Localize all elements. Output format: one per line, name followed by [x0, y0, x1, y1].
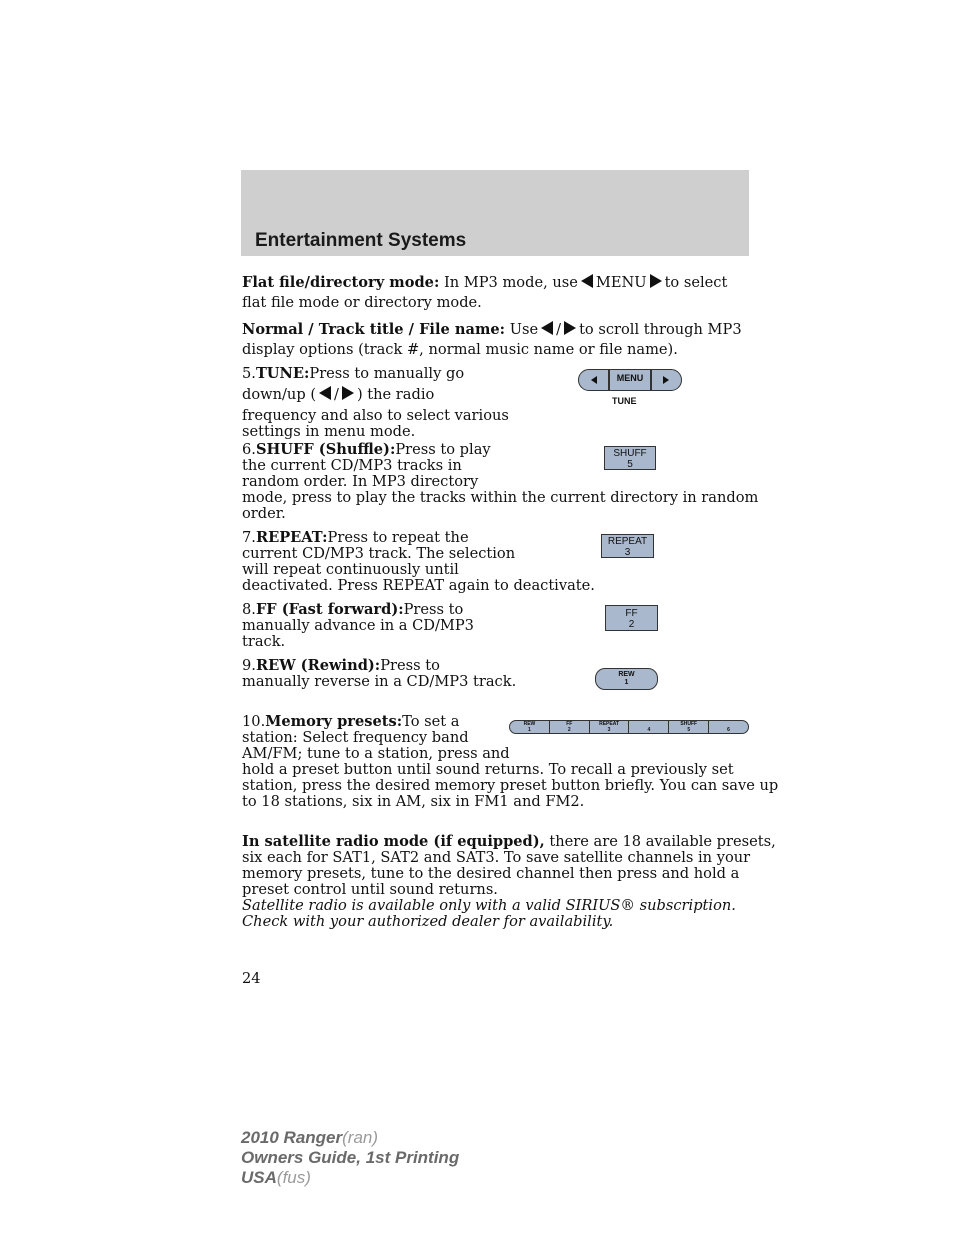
flat-file-paragraph	[242, 274, 727, 311]
satellite-line-4: preset control until sound returns.	[242, 881, 498, 898]
tune-up-icon	[663, 376, 669, 384]
satellite-line-3: memory presets, tune to the desired channel then press and hold a	[242, 865, 740, 882]
section-title: Entertainment Systems	[255, 230, 467, 251]
repeat-text: Press to repeat the	[327, 529, 469, 546]
right-arrow-icon	[650, 274, 662, 288]
normal-track-label: Normal / Track title / File name:	[242, 321, 506, 338]
satellite-note-1: Satellite radio is available only with a valid SIRIUS® subscription.	[242, 897, 736, 914]
satellite-paragraph	[242, 834, 776, 930]
normal-track-text: Use	[509, 321, 539, 338]
repeat-line-4: deactivated. Press REPEAT again to deactivate.	[242, 577, 595, 594]
repeat-line-3: will repeat continuously until	[242, 561, 459, 578]
section-header	[241, 170, 749, 256]
preset-button-5[interactable]	[668, 721, 708, 733]
repeat-button[interactable]	[601, 534, 654, 558]
footer-model: 2010 Ranger	[241, 1128, 343, 1147]
satellite-note-2: Check with your authorized dealer for availability.	[242, 913, 614, 930]
flat-file-label: Flat file/directory mode:	[242, 274, 440, 291]
tune-text: Press to manually go	[309, 365, 465, 382]
tune-line-3: frequency and also to select various	[242, 407, 509, 424]
preset-number: 1	[528, 726, 531, 733]
repeat-button-number: 3	[624, 547, 631, 558]
tune-line-2a: down/up (	[242, 386, 317, 403]
left-arrow-icon	[581, 274, 593, 288]
tune-button[interactable]	[578, 369, 682, 391]
footer-line-2	[241, 1148, 459, 1168]
normal-track-text-2: to scroll through MP3	[579, 321, 742, 338]
shuffle-line-4: mode, press to play the tracks within the current directory in random	[242, 489, 759, 506]
fast-forward-paragraph	[242, 602, 474, 650]
left-arrow-icon	[319, 386, 331, 400]
fast-forward-line-3: track.	[242, 633, 286, 650]
slash-text: /	[556, 321, 562, 338]
rewind-text: Press to	[380, 657, 440, 674]
footer-line-1	[241, 1128, 378, 1148]
memory-presets-line-2: station: Select frequency band	[242, 729, 469, 746]
preset-number: 2	[567, 726, 571, 733]
shuffle-line-5: order.	[242, 505, 286, 522]
tune-label: TUNE:	[255, 365, 310, 382]
satellite-text: there are 18 available presets,	[549, 833, 776, 850]
preset-label: SHUFF	[680, 721, 698, 727]
memory-presets-line-4: hold a preset button until sound returns. To recall a previously set	[242, 761, 734, 778]
menu-text: MENU	[595, 274, 647, 291]
preset-number: 6	[727, 726, 730, 733]
flat-file-text: In MP3 mode, use	[443, 274, 578, 291]
tune-line-2b: ) the radio	[356, 386, 435, 403]
item-number: 6.	[242, 441, 256, 458]
footer-line-3	[241, 1168, 311, 1188]
tune-menu-label: MENU	[616, 373, 644, 383]
repeat-button-label: REPEAT	[607, 536, 648, 547]
item-number: 5.	[242, 365, 256, 382]
repeat-line-2: current CD/MP3 track. The selection	[242, 545, 516, 562]
footer-model-code: (ran)	[342, 1128, 379, 1147]
shuffle-line-2: the current CD/MP3 tracks in	[242, 457, 462, 474]
memory-presets-text: To set a	[402, 713, 460, 730]
memory-presets-line-3: AM/FM; tune to a station, press and	[242, 745, 510, 762]
satellite-label: In satellite radio mode (if equipped),	[242, 833, 545, 850]
footer-region: USA	[241, 1168, 277, 1187]
item-number: 8.	[242, 601, 256, 618]
repeat-paragraph	[242, 530, 595, 594]
fast-forward-button-label: FF	[625, 608, 638, 619]
preset-number: 5	[687, 726, 691, 733]
rewind-line-2: manually reverse in a CD/MP3 track.	[242, 673, 517, 690]
slash-text: /	[334, 386, 339, 403]
satellite-line-2: six each for SAT1, SAT2 and SAT3. To save satellite channels in your	[242, 849, 751, 866]
rewind-button-number: 1	[624, 679, 629, 686]
fast-forward-button[interactable]	[605, 605, 658, 631]
repeat-label: REPEAT:	[255, 529, 328, 546]
rewind-paragraph	[242, 658, 516, 690]
item-number: 7.	[242, 529, 256, 546]
fast-forward-label: FF (Fast forward):	[255, 601, 404, 618]
memory-presets-line-6: to 18 stations, six in AM, six in FM1 and FM2.	[242, 793, 585, 810]
preset-button-6[interactable]	[708, 721, 748, 733]
item-number: 10.	[242, 713, 266, 730]
normal-track-paragraph	[242, 321, 742, 358]
fast-forward-line-2: manually advance in a CD/MP3	[242, 617, 474, 634]
tune-paragraph	[242, 366, 509, 440]
left-arrow-icon	[541, 321, 553, 335]
shuffle-button-number: 5	[627, 459, 633, 470]
right-arrow-icon	[564, 321, 576, 335]
rewind-label: REW (Rewind):	[255, 657, 381, 674]
shuffle-label: SHUFF (Shuffle):	[255, 441, 396, 458]
shuffle-text: Press to play	[395, 441, 491, 458]
preset-button-2[interactable]	[549, 721, 589, 733]
memory-presets-line-5: station, press the desired memory preset button briefly. You can save up	[242, 777, 779, 794]
preset-label: REPEAT	[599, 721, 620, 727]
flat-file-line-2: flat file mode or directory mode.	[242, 294, 482, 311]
item-number: 9.	[242, 657, 256, 674]
tune-caption: TUNE	[612, 396, 637, 406]
fast-forward-button-number: 2	[628, 619, 635, 630]
preset-label: REW	[523, 721, 536, 727]
preset-button-3[interactable]	[589, 721, 629, 733]
normal-track-line-2: display options (track #, normal music name or file name).	[242, 341, 678, 358]
right-arrow-icon	[342, 386, 354, 400]
footer-region-code: (fus)	[276, 1168, 311, 1187]
shuffle-button[interactable]	[604, 446, 656, 470]
preset-label: FF	[566, 721, 573, 727]
shuffle-button-label: SHUFF	[613, 448, 647, 459]
fast-forward-text: Press to	[403, 601, 464, 618]
shuffle-line-3: random order. In MP3 directory	[242, 473, 479, 490]
memory-presets-label: Memory presets:	[265, 713, 403, 730]
preset-button-4[interactable]	[628, 721, 668, 733]
memory-preset-bar	[509, 720, 749, 734]
tune-down-icon	[591, 376, 597, 384]
footer-guide: Owners Guide, 1st Printing	[241, 1148, 460, 1167]
preset-button-1[interactable]	[510, 721, 549, 733]
shuffle-paragraph	[242, 442, 758, 522]
rewind-button-label: REW	[618, 671, 635, 678]
page-number: 24	[242, 970, 261, 987]
flat-file-text-2: to select	[664, 274, 728, 291]
preset-number: 4	[647, 726, 651, 733]
preset-number: 3	[607, 726, 611, 733]
tune-line-4: settings in menu mode.	[242, 423, 416, 440]
rewind-button[interactable]	[595, 668, 658, 690]
